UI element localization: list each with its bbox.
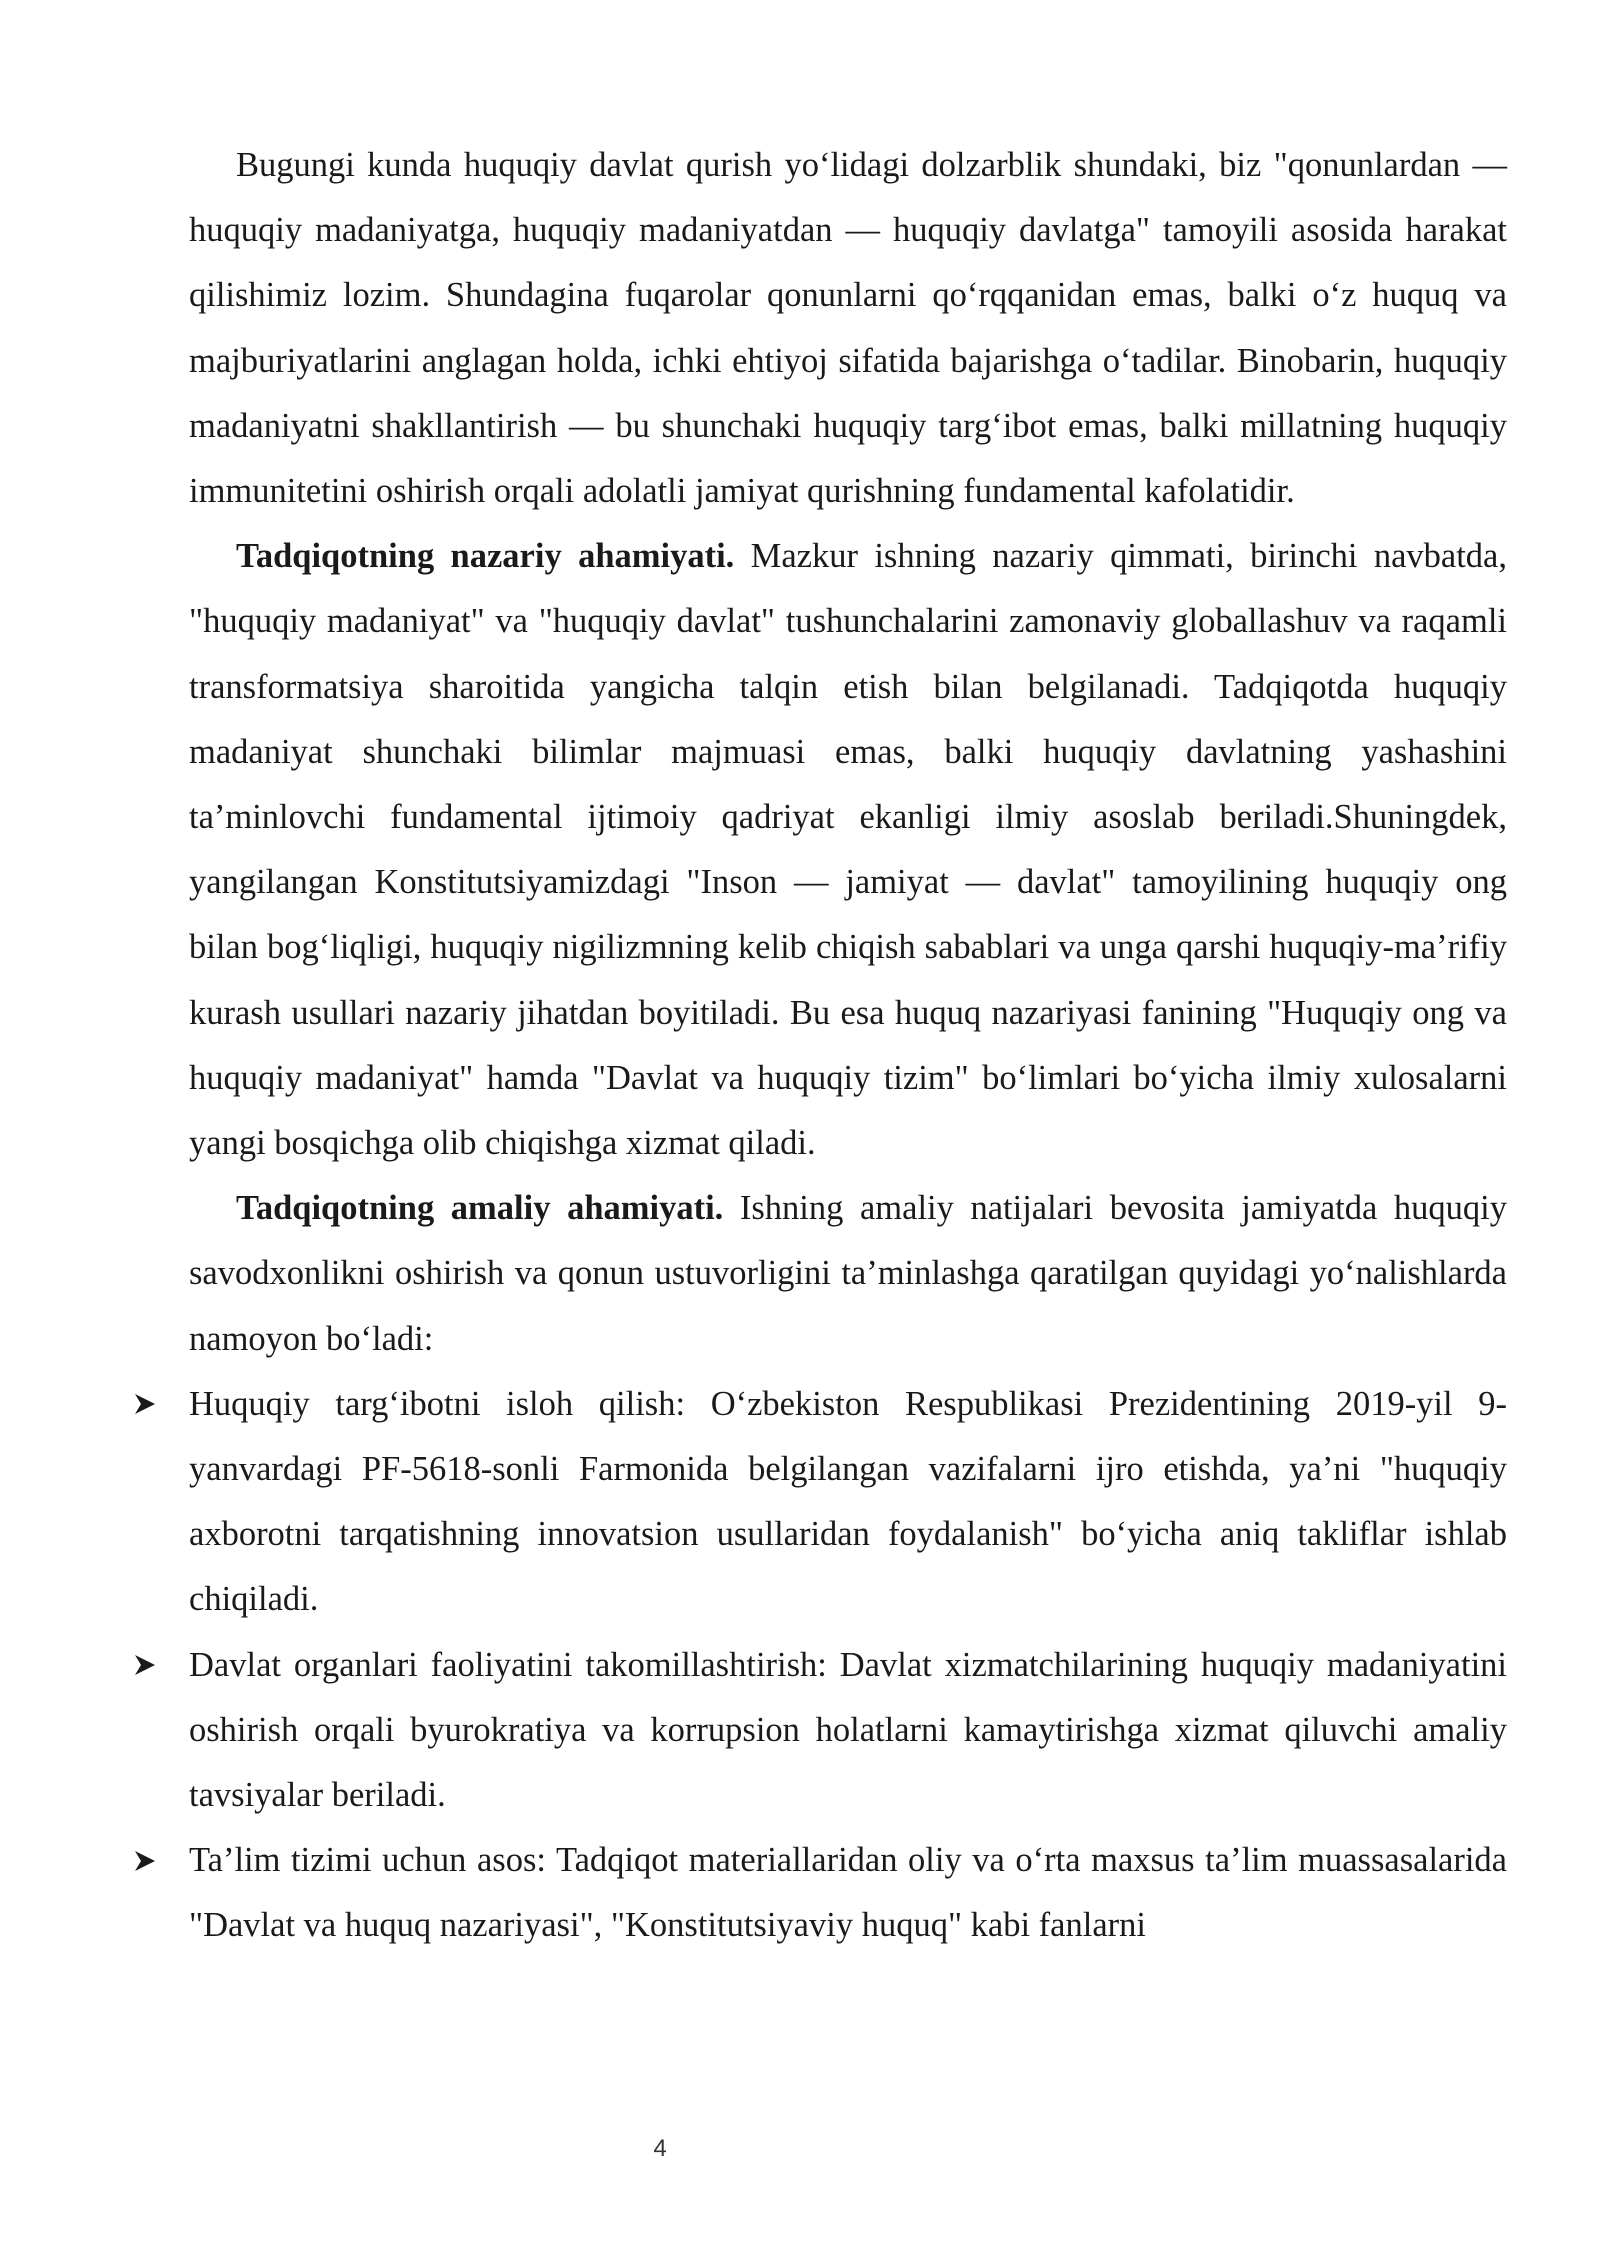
document-body [189, 133, 1507, 1959]
theory-heading: Tadqiqotning nazariy ahamiyati. [236, 537, 735, 576]
list-item [189, 1633, 1507, 1829]
arrowhead-bullet-icon [133, 1372, 163, 1437]
bullet-text: Huquqiy targ‘ibotni isloh qilish: O‘zbekiston Respublikasi Prezidentining 2019-yil 9-yanvardagi PF-5618-sonli Farmonida belgilangan vazifalarni ijro etishda, ya’ni "huquqiy axborotni tarqatishning innovatsion usullaridan foydalanish" bo‘yicha aniq takliflar ishlab chiqiladi. [189, 1384, 1507, 1619]
practice-text: Ishning amaliy natijalari bevosita jamiyatda huquqiy savodxonlikni oshirish va qonun ustuvorligini ta’minlashga qaratilgan quyidagi yo‘nalishlarda namoyon bo‘ladi: [189, 1189, 1507, 1358]
bullet-text: Ta’lim tizimi uchun asos: Tadqiqot materiallaridan oliy va o‘rta maxsus ta’lim muassasalarida "Davlat va huquq nazariyasi", "Konstitutsiyaviy huquq" kabi fanlarni [189, 1841, 1507, 1945]
practice-heading: Tadqiqotning amaliy ahamiyati. [236, 1189, 724, 1228]
arrowhead-bullet-icon [133, 1828, 163, 1893]
arrowhead-bullet-icon [133, 1633, 163, 1698]
practice-bullet-list [189, 1372, 1507, 1959]
theory-text: Mazkur ishning nazariy qimmati, birinchi navbatda, "huquqiy madaniyat" va "huquqiy davlat" tushunchalarini zamonaviy globallashuv va raqamli transformatsiya sharoitida yangicha talqin etish bilan belgilanadi. Tadqiqotda huquqiy madaniyat shunchaki bilimlar majmuasi emas, balki huquqiy davlatning yashashini ta’minlovchi fundamental ijtimoiy qadriyat ekanligi ilmiy asoslab beriladi.Shuningdek, yangilangan Konstitutsiyamizdagi "Inson — jamiyat — davlat" tamoyilining huquqiy ong bilan bog‘liqligi, huquqiy nigilizmning kelib chiqish sabablari va unga qarshi huquqiy-ma’rifiy kurash usullari nazariy jihatdan boyitiladi. Bu esa huquq nazariyasi fanining "Huquqiy ong va huquqiy madaniyat" hamda "Davlat va huquqiy tizim" bo‘limlari bo‘yicha ilmiy xulosalarni yangi bosqichga olib chiqishga xizmat qiladi. [189, 537, 1507, 1163]
page-number: 4 [653, 2135, 667, 2162]
intro-paragraph: Bugungi kunda huquqiy davlat qurish yo‘lidagi dolzarblik shundaki, biz "qonunlardan — huquqiy madaniyatga, huquqiy madaniyatdan — huquqiy davlatga" tamoyili asosida harakat qilishimiz lozim. Shundagina fuqarolar qonunlarni qo‘rqqanidan emas, balki o‘z huquq va majburiyatlarini anglagan holda, ichki ehtiyoj sifatida bajarishga o‘tadilar. Binobarin, huquqiy madaniyatni shakllantirish — bu shunchaki huquqiy targ‘ibot emas, balki millatning huquqiy immunitetini oshirish orqali adolatli jamiyat qurishning fundamental kafolatidir. [189, 146, 1507, 511]
list-item [189, 1372, 1507, 1633]
practice-paragraph [189, 1176, 1507, 1372]
list-item [189, 1828, 1507, 1958]
theory-paragraph [189, 524, 1507, 1176]
bullet-text: Davlat organlari faoliyatini takomillashtirish: Davlat xizmatchilarining huquqiy madaniyatini oshirish orqali byurokratiya va korrupsion holatlarni kamaytirishga xizmat qiluvchi amaliy tavsiyalar beriladi. [189, 1645, 1507, 1815]
